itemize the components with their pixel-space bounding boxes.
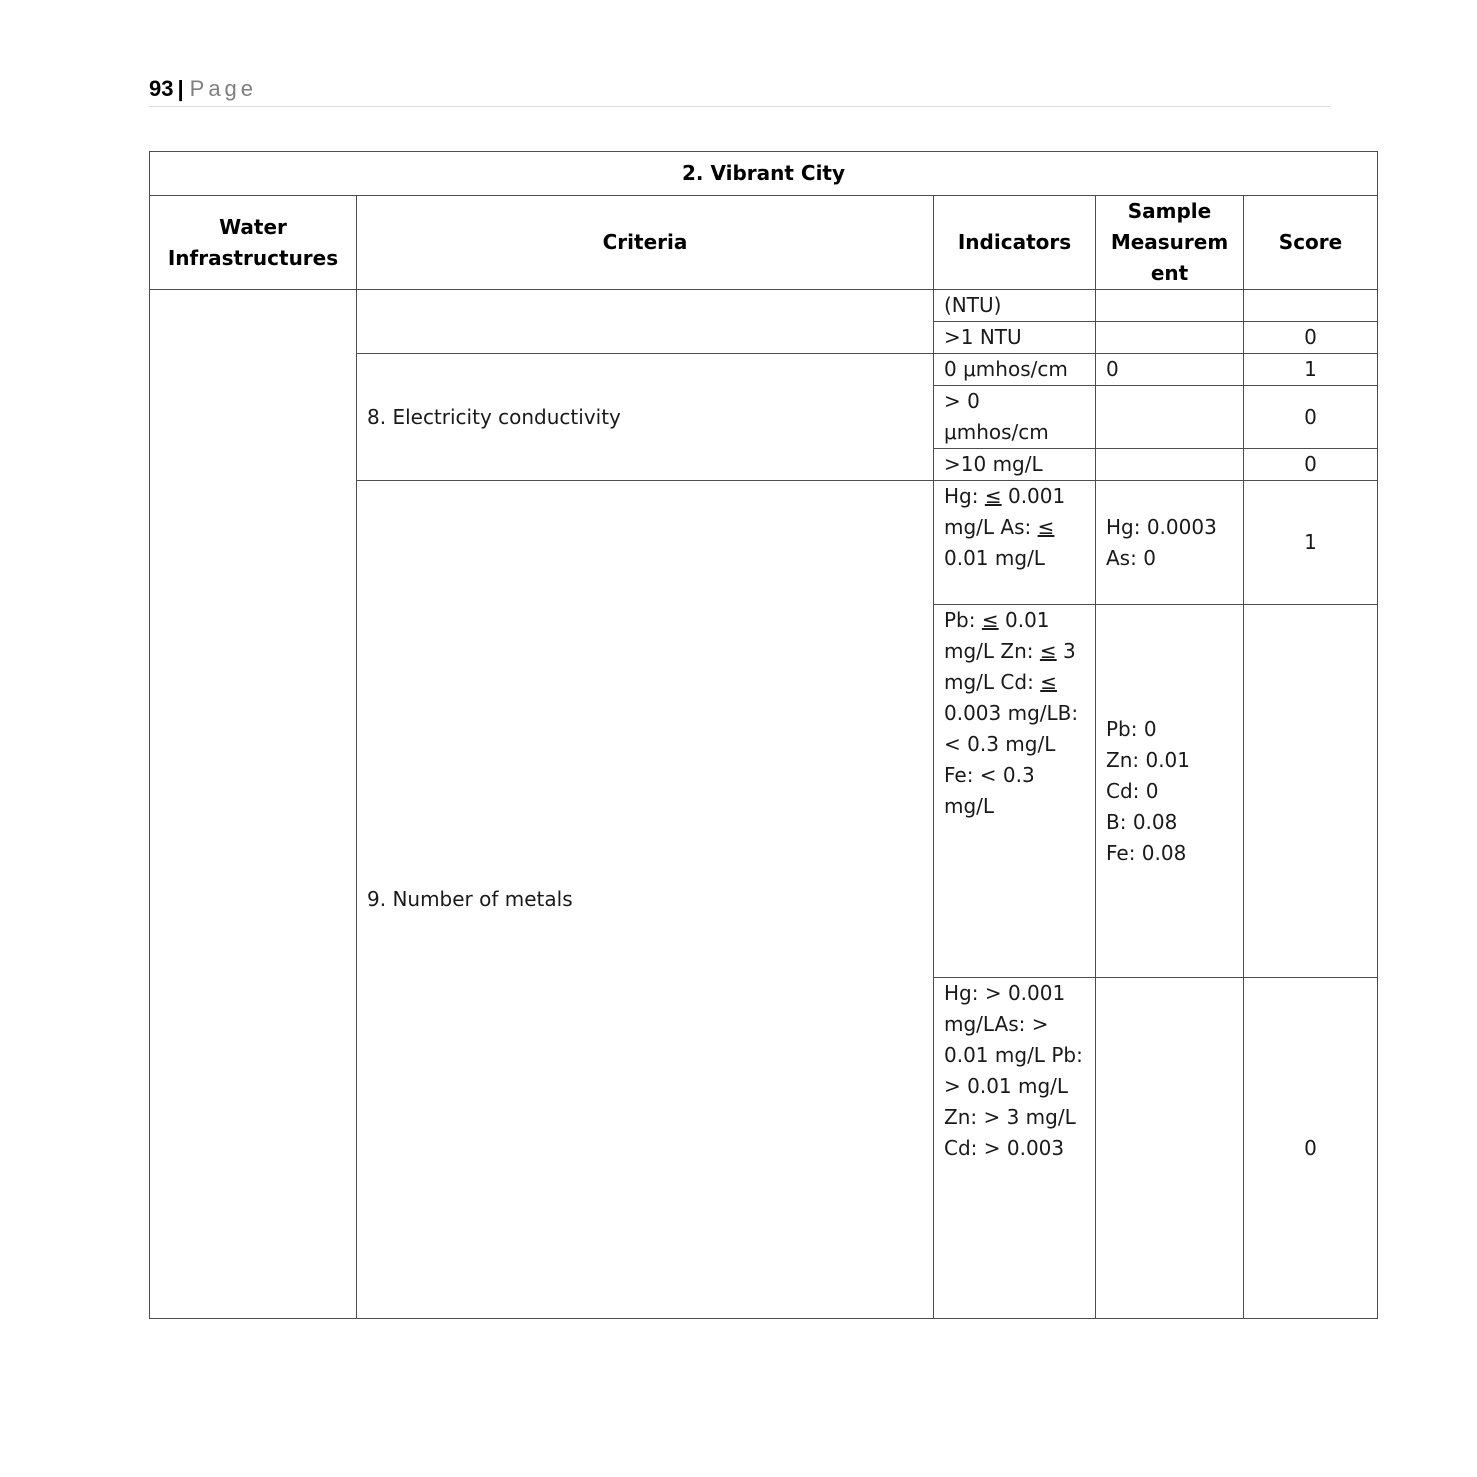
page-separator: | [177,76,184,101]
water-infrastructures-cell [150,290,357,1319]
score-cell: 0 [1244,322,1378,354]
indicator-cell: (NTU) [934,290,1096,322]
score-cell [1244,605,1378,978]
criteria-table [149,151,1378,1319]
score-cell: 1 [1244,481,1378,605]
indicator-cell: Hg: > 0.001 mg/LAs: > 0.01 mg/L Pb: > 0.01 mg/L Zn: > 3 mg/L Cd: > 0.003 [934,978,1096,1319]
sample-cell [1096,386,1244,449]
score-cell: 0 [1244,449,1378,481]
sample-cell [1096,290,1244,322]
page-header [149,74,1330,107]
col-indicators: Indicators [934,196,1096,290]
score-cell: 0 [1244,978,1378,1319]
col-criteria: Criteria [357,196,934,290]
table-row [150,290,1378,322]
table-header-row [150,196,1378,290]
criteria-cell-electricity: 8. Electricity conductivity [357,354,934,481]
col-water-infrastructures: Water Infrastructures [150,196,357,290]
indicator-cell: >10 mg/L [934,449,1096,481]
criteria-cell-ntu [357,290,934,354]
score-cell: 0 [1244,386,1378,449]
col-score: Score [1244,196,1378,290]
sample-cell: Pb: 0 Zn: 0.01 Cd: 0 B: 0.08 Fe: 0.08 [1096,605,1244,978]
sample-cell [1096,978,1244,1319]
criteria-cell-metals: 9. Number of metals [357,481,934,1319]
indicator-cell: Hg: ≤ 0.001 mg/L As: ≤ 0.01 mg/L [934,481,1096,605]
table-title-row [150,152,1378,196]
page-word: Page [189,76,258,101]
score-cell: 1 [1244,354,1378,386]
indicator-cell: Pb: ≤ 0.01 mg/L Zn: ≤ 3 mg/L Cd: ≤ 0.003 mg/LB: < 0.3 mg/L Fe: < 0.3 mg/L [934,605,1096,978]
sample-cell [1096,322,1244,354]
indicator-cell: > 0 μmhos/cm [934,386,1096,449]
sample-cell: Hg: 0.0003 As: 0 [1096,481,1244,605]
score-cell [1244,290,1378,322]
indicator-cell: >1 NTU [934,322,1096,354]
table-title: 2. Vibrant City [150,152,1378,196]
sample-cell [1096,449,1244,481]
col-sample-measurement: Sample Measurement [1096,196,1244,290]
page-number: 93 [149,76,174,101]
sample-cell: 0 [1096,354,1244,386]
indicator-cell: 0 μmhos/cm [934,354,1096,386]
